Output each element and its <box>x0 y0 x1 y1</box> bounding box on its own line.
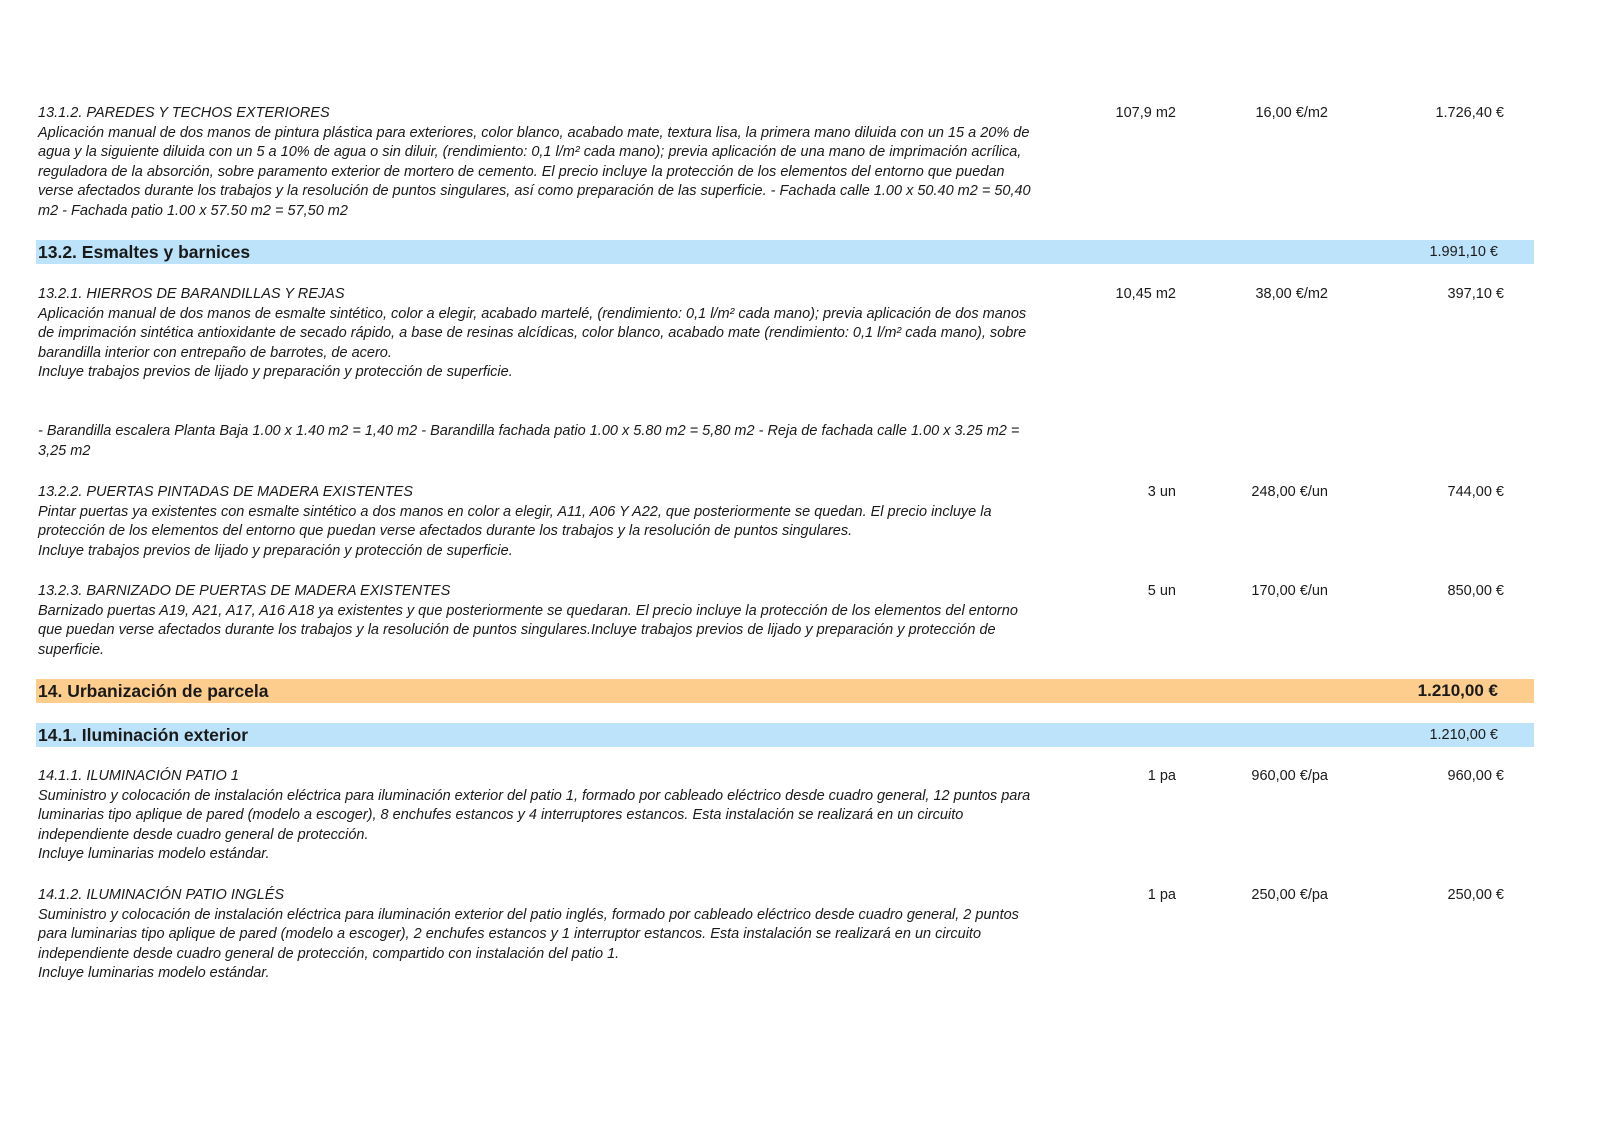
item-code: 13.2.3. BARNIZADO DE PUERTAS DE MADERA EXISTENTES <box>38 583 451 599</box>
item-unit-price: 38,00 €/m2 <box>1255 286 1328 302</box>
item-description <box>38 124 1038 222</box>
description-paragraph: Incluye trabajos previos de lijado y preparación y protección de superficie. <box>38 364 513 381</box>
description-paragraph: Aplicación manual de dos manos de pintura plástica para exteriores, color blanco, acabado mate, textura lisa, la primera mano diluida con un 15 a 20% de agua y la siguiente diluida con un 5 a 10% de agua o sin diluir, (rendimiento: 0,1 l/m² cada mano); previa aplicación de una mano de imprimación acrílica, reguladora de la absorción, sobre paramento exterior de mortero de cemento. El precio incluye la protección de los elementos del entorno que puedan verse afectados durante los trabajos y la resolución de puntos singulares, así como preparación de las superficie. - Fachada calle 1.00 x 50.40 m2 = 50,40 m2 - Fachada patio 1.00 x 57.50 m2 = 57,50 m2 <box>38 124 1031 219</box>
chapter-total: 1.210,00 € <box>1417 681 1498 700</box>
item-quantity: 1 pa <box>1147 887 1176 903</box>
item-unit-price: 960,00 €/pa <box>1251 768 1328 784</box>
item-quantity: 107,9 m2 <box>1115 105 1176 121</box>
description-paragraph: Incluye luminarias modelo estándar. <box>38 846 270 863</box>
item-quantity: 1 pa <box>1147 768 1176 784</box>
budget-item <box>38 483 1538 561</box>
item-amount: 397,10 € <box>1447 286 1504 302</box>
chapter-title: 14. Urbanización de parcela <box>38 680 269 701</box>
chapter-band <box>36 240 1534 264</box>
item-unit-price: 16,00 €/m2 <box>1255 105 1328 121</box>
item-amount: 850,00 € <box>1447 583 1504 599</box>
chapter-band <box>36 723 1534 747</box>
budget-item <box>38 886 1538 984</box>
item-code: 14.1.1. ILUMINACIÓN PATIO 1 <box>38 768 239 784</box>
item-code: 13.2.2. PUERTAS PINTADAS DE MADERA EXISTENTES <box>38 484 413 500</box>
item-quantity: 5 un <box>1147 583 1176 599</box>
item-unit-price: 170,00 €/un <box>1251 583 1328 599</box>
item-amount: 1.726,40 € <box>1435 105 1504 121</box>
item-code: 13.1.2. PAREDES Y TECHOS EXTERIORES <box>38 105 330 121</box>
item-unit-price: 250,00 €/pa <box>1251 887 1328 903</box>
description-paragraph: Barnizado puertas A19, A21, A17, A16 A18 ya existentes y que posteriormente se quedaran. El precio incluye la protección de los elementos del entorno que puedan verse afectados durante los trabajos y la resolución de puntos singulares.Incluye trabajos previos de lijado y preparación y protección de superficie. <box>38 602 1018 658</box>
item-description <box>38 787 1038 865</box>
item-unit-price: 248,00 €/un <box>1251 484 1328 500</box>
description-paragraph: Incluye luminarias modelo estándar. <box>38 965 270 982</box>
item-description <box>38 305 1038 462</box>
item-amount: 250,00 € <box>1447 887 1504 903</box>
chapter-total: 1.210,00 € <box>1429 727 1498 743</box>
chapter-title: 14.1. Iluminación exterior <box>38 724 249 745</box>
description-paragraph: Incluye trabajos previos de lijado y preparación y protección de superficie. <box>38 542 513 559</box>
item-description <box>38 906 1038 984</box>
item-code: 14.1.2. ILUMINACIÓN PATIO INGLÉS <box>38 887 285 903</box>
budget-item <box>38 582 1538 660</box>
description-paragraph: Suministro y colocación de instalación eléctrica para iluminación exterior del patio inglés, formado por cableado eléctrico desde cuadro general, 2 puntos para luminarias tipo aplique de pared (modelo a escoger), 2 enchufes estancos y 1 interruptor estancos. Esta instalación se realizará en un circuito independiente desde cuadro general de protección, compartido con instalación del patio 1. <box>38 906 1019 962</box>
budget-item <box>38 767 1538 865</box>
description-paragraph: Pintar puertas ya existentes con esmalte sintético a dos manos en color a elegir, A11, A06 Y A22, que posteriormente se quedan. El precio incluye la protección de los elementos del entorno que puedan verse afectados durante los trabajos y la resolución de puntos singulares. <box>38 503 992 540</box>
budget-item <box>38 104 1538 222</box>
item-amount: 744,00 € <box>1447 484 1504 500</box>
description-paragraph: Suministro y colocación de instalación eléctrica para iluminación exterior del patio 1, formado por cableado eléctrico desde cuadro general, 12 puntos para luminarias tipo aplique de pared (modelo a escoger), 8 enchufes estancos y 4 interruptores estancos. Esta instalación se realizará en un circuito independiente desde cuadro general de protección. <box>38 787 1031 843</box>
item-quantity: 10,45 m2 <box>1115 286 1176 302</box>
chapter-band <box>36 679 1534 703</box>
item-code: 13.2.1. HIERROS DE BARANDILLAS Y REJAS <box>38 286 345 302</box>
item-quantity: 3 un <box>1147 484 1176 500</box>
item-description <box>38 503 1038 562</box>
chapter-title: 13.2. Esmaltes y barnices <box>38 241 251 262</box>
item-amount: 960,00 € <box>1447 768 1504 784</box>
item-description <box>38 602 1038 661</box>
chapter-total: 1.991,10 € <box>1429 244 1498 260</box>
description-paragraph: - Barandilla escalera Planta Baja 1.00 x 1.40 m2 = 1,40 m2 - Barandilla fachada patio 1.00 x 5.80 m2 = 5,80 m2 - Reja de fachada calle 1.00 x 3.25 m2 = 3,25 m2 <box>38 422 1020 459</box>
budget-item <box>38 285 1538 461</box>
description-paragraph: Aplicación manual de dos manos de esmalte sintético, color a elegir, acabado martelé, (rendimiento: 0,1 l/m² cada mano); previa aplicación de dos manos de imprimación sintética antioxidante de secado rápido, a base de resinas alcídicas, color blanco, acabado mate (rendimiento: 0,1 l/m² cada mano), sobre barandilla interior con entrepaño de barrotes, de acero. <box>38 305 1027 361</box>
